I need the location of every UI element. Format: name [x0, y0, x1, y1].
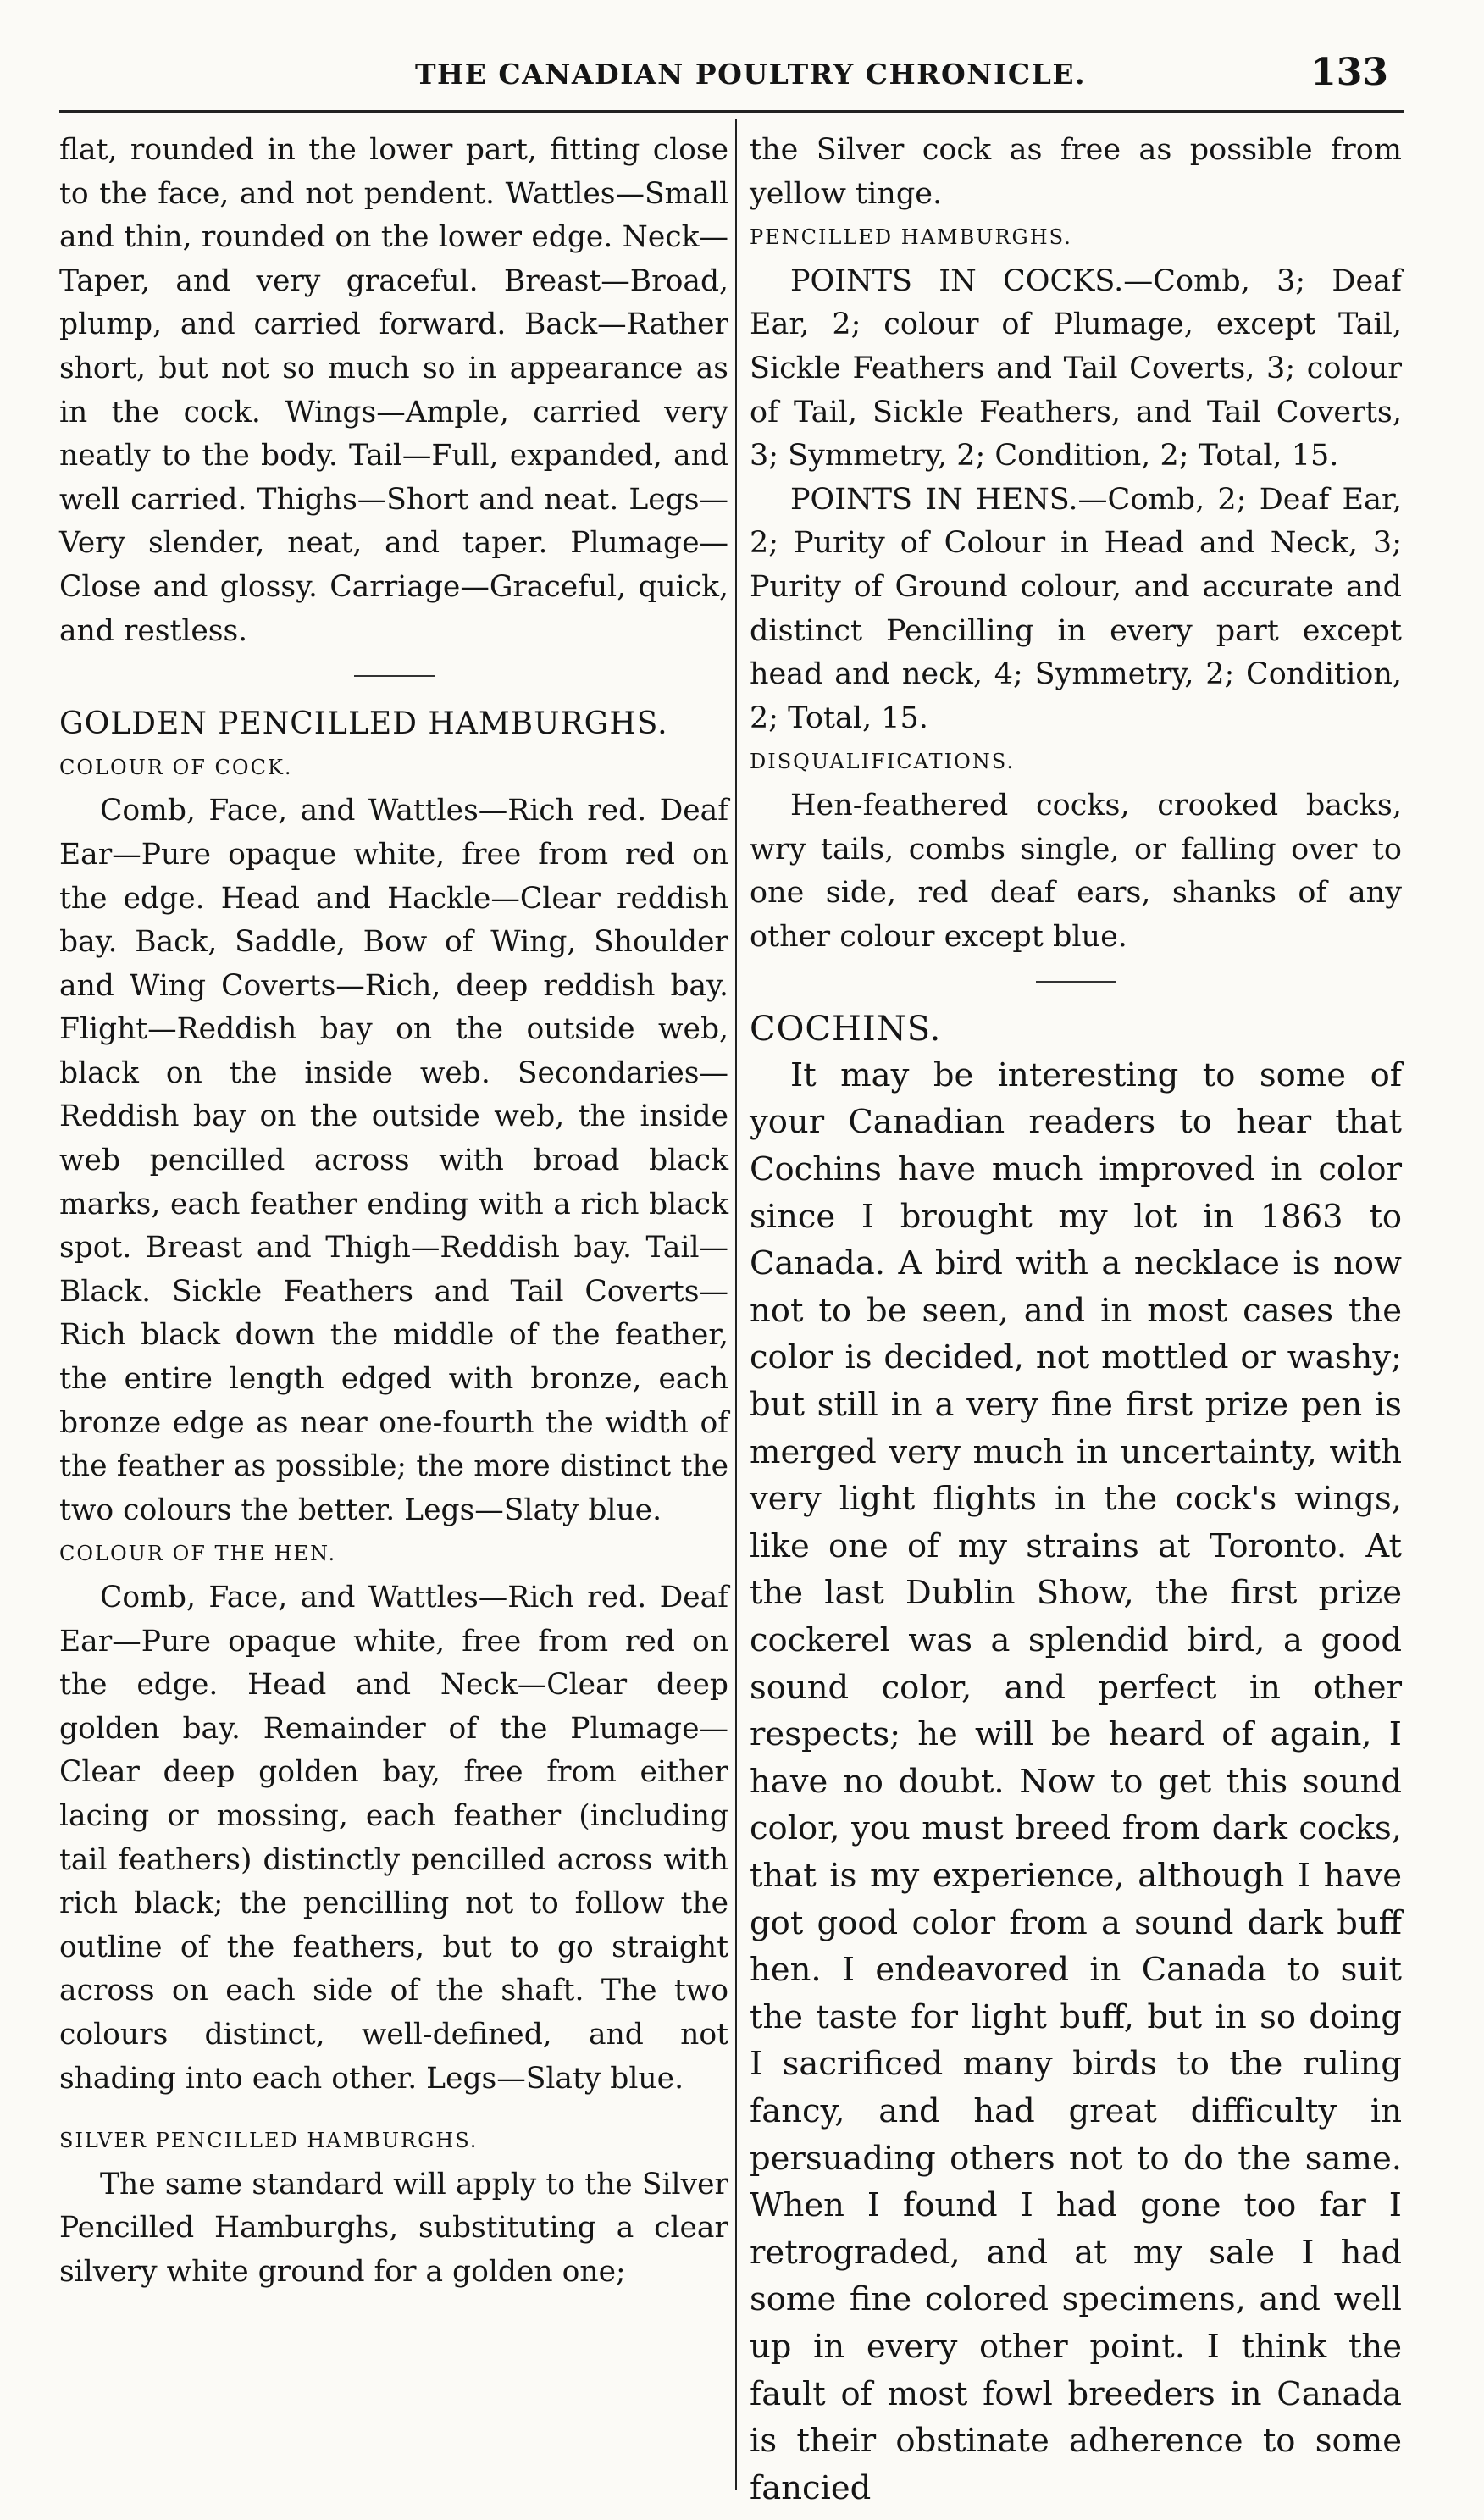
cochins-heading: COCHINS. — [750, 1010, 942, 1050]
silver-pencilled-paragraph: The same standard will apply to the Silver Pencilled Hamburghs, substituting a clear silvery white ground for a golden one; — [59, 2167, 728, 2289]
colour-of-hen-paragraph: Comb, Face, and Wattles—Rich red. Deaf Ear—Pure opaque white, free from red on the edge. Head and Neck—Clear deep golden bay. Remainder of the Plumage—Clear deep golden bay, free from either lacing or mossing, each feather (including tail feathers) distinctly pencilled across with rich black; the pencilling not to follow the outline of the feathers, but to go straight across on each side of the shaft. The two colours distinct, well-defined, and not shading into each other. Legs—Slaty blue. — [59, 1581, 728, 2096]
silver-pencilled-heading: SILVER PENCILLED HAMBURGHS. — [59, 2129, 479, 2153]
pencilled-hamburghs-heading: PENCILLED HAMBURGHS. — [750, 225, 1072, 250]
golden-pencilled-heading: GOLDEN PENCILLED HAMBURGHS. — [59, 706, 668, 742]
colour-of-cock-heading: COLOUR OF COCK. — [59, 755, 293, 779]
column-divider — [735, 119, 737, 2490]
disqualifications-heading: DISQUALIFICATIONS. — [750, 750, 1015, 774]
points-in-cocks-paragraph: POINTS IN COCKS.—Comb, 3; Deaf Ear, 2; colour of Plumage, except Tail, Sickle Feathers and Tail Coverts, 3; colour of Tail, Sickle Feathers, and Tail Coverts, 3; Symmetry, 2; Condition, 2; Total, 15. — [750, 263, 1402, 474]
section-separator-rule — [1036, 981, 1116, 983]
section-separator-rule — [354, 675, 435, 677]
page-number: 133 — [1310, 51, 1388, 94]
left-column — [59, 129, 728, 2295]
disqualifications-paragraph: Hen-feathered cocks, crooked backs, wry tails, combs single, or falling over to one side, red deaf ears, shanks of any other colour except blue. — [750, 788, 1402, 954]
right-continuation-paragraph: the Silver cock as free as possible from yellow tinge. — [750, 133, 1402, 211]
colour-of-cock-paragraph: Comb, Face, and Wattles—Rich red. Deaf Ear—Pure opaque white, free from red on the edge. Head and Hackle—Clear reddish bay. Back, Saddle, Bow of Wing, Shoulder and Wing Coverts—Rich, deep reddish bay. Flight—Reddish bay on the outside web, black on the inside web. Secondaries—Reddish bay on the outside web, the inside web pencilled across with broad black marks, each feather ending with a rich black spot. Breast and Thigh—Reddish bay. Tail—Black. Sickle Feathers and Tail Coverts—Rich black down the middle of the feather, the entire length edged with bronze, each bronze edge as near one-fourth the width of the feather as possible; the more distinct the two colours the better. Legs—Slaty blue. — [59, 794, 728, 1527]
points-in-hens-paragraph: POINTS IN HENS.—Comb, 2; Deaf Ear, 2; Purity of Colour in Head and Neck, 3; Purity of Ground colour, and accurate and distinct Pencilling in every part except head and neck, 4; Symmetry, 2; Condition, 2; Total, 15. — [750, 482, 1402, 735]
right-column — [750, 129, 1402, 2512]
running-title: THE CANADIAN POULTRY CHRONICLE. — [415, 58, 1087, 91]
page-header — [59, 34, 1404, 113]
left-continuation-paragraph: flat, rounded in the lower part, fitting close to the face, and not pendent. Wattles—Small and thin, rounded on the lower edge. Neck—Taper, and very graceful. Breast—Broad, plump, and carried forward. Back—Rather short, but not so much so in appearance as in the cock. Wings—Ample, carried very neatly to the body. Tail—Full, expanded, and well carried. Thighs—Short and neat. Legs—Very slender, neat, and taper. Plumage—Close and glossy. Carriage—Graceful, quick, and restless. — [59, 133, 728, 648]
colour-of-hen-heading: COLOUR OF THE HEN. — [59, 1542, 337, 1566]
cochins-paragraph: It may be interesting to some of your Canadian readers to hear that Cochins have much improved in color since I brought my lot in 1863 to Canada. A bird with a necklace is now not to be seen, and in most cases the color is decided, not mottled or washy; but still in a very fine first prize pen is merged very much in uncertainty, with very light flights in the cock's wings, like one of my strains at Toronto. At the last Dublin Show, the first prize cockerel was a splendid bird, a good sound color, and perfect in other respects; he will be heard of again, I have no doubt. Now to get this sound color, you must breed from dark cocks, that is my experience, although I have got good color from a sound dark buff hen. I endeavored in Canada to suit the taste for light buff, but in so doing I sacrificed many birds to the ruling fancy, and had great difficulty in persuading others not to do the same. When I found I had gone too far I retrograded, and at my sale I had some fine colored specimens, and well up in every other point. I think the fault of most fowl breeders in Canada is their obstinate adherence to some fancied — [750, 1055, 1402, 2507]
